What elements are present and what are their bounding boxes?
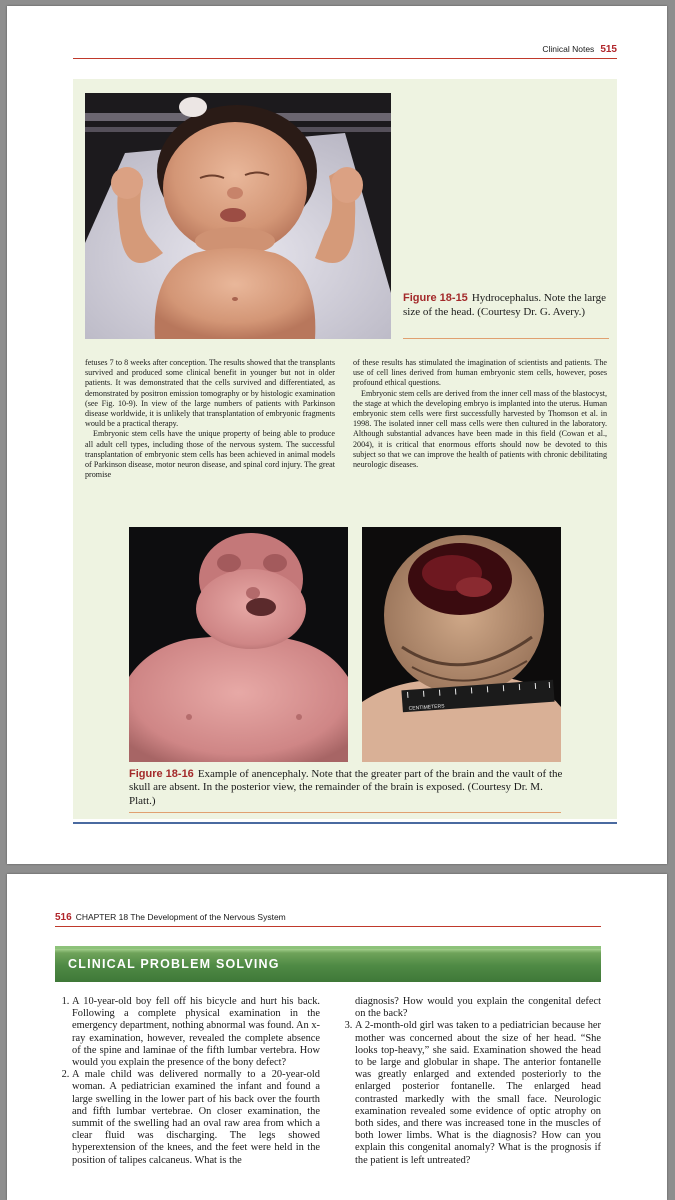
running-head-title: CHAPTER 18 The Development of the Nervous System [75,912,286,922]
figure-18-16-anterior-photo [129,527,348,762]
page-number: 516 [55,912,72,923]
figure-18-16-caption [129,768,565,808]
ruler-label: CENTIMETERS [408,703,445,712]
questions-column-left [58,996,320,1167]
running-head [73,44,617,59]
question-2-continuation: diagnosis? How would you explain the congenital defect on the back? [355,996,601,1020]
paragraph: of these results has stimulated the imagination of scientists and patients. The use of cell lines derived from human embryonic stem cells, however, poses profound ethical questions. [353,358,607,388]
page-number: 515 [600,44,617,55]
caption-rule [403,338,609,339]
figure-label: Figure 18-16 [129,768,194,780]
paragraph: fetuses 7 to 8 weeks after conception. The results showed that the transplants survived and produced some clinical benefit in younger but not in older patients. It was demonstrated that the cells survived and differentiated, as demonstrated by positron emission tomography or by histologic examination (see Fig. 10-9). In view of the large numbers of patients with Parkinson disease worldwide, it is unlikely that transplantation of embryonic fragments would be a practical therapy. [85,358,335,429]
figure-label: Figure 18-15 [403,292,468,304]
caption-text: Hydrocephalus. Note the large size of the head. (Courtesy Dr. G. Avery.) [403,292,607,318]
page-515 [7,6,667,864]
box-bottom-rule [73,822,617,824]
figure-18-15-photo [85,93,391,339]
question-1: 1. A 10-year-old boy fell off his bicycle and hurt his back. Following a complete physical examination in the emergency department, nothing abnormal was found. An x-ray examination, however, revealed the complete absence of the spine and laminae of the fifth lumbar vertebra. How would you explain the presence of the bony defect? [72,996,320,1069]
question-2: 2. A male child was delivered normally to a 20-year-old woman. A pediatrician examined the infant and found a large swelling in the lower part of his back over the fourth and fifth lumbar vertebrae. On closer examination, the summit of the swelling had an oval raw area from which a clear fluid was discharging. The legs showed hyperextension of the knees, and the feet were held in the position of talipes calcaneus. What is the [72,1069,320,1167]
paragraph: Embryonic stem cells are derived from the inner cell mass of the blastocyst, the stage at which the developing embryo is implanted into the uterus. Human embryonic stem cells were first successfully harvested by Thomson et al. in 1998. The isolated inner cell mass cells were then cultured in the laboratory. Although substantial advances have been made in this field (Cowan et al., 2004), it is critical that enormous efforts should now be devoted to this subject so that we can improve the health of patients with chronic debilitating neurologic diseases. [353,388,607,470]
clinical-problem-solving-banner [55,946,601,982]
body-column-left [85,358,335,480]
questions-column-right [341,996,601,1167]
caption-text: Example of anencephaly. Note that the greater part of the brain and the vault of the skull are absent. In the posterior view, the remainder of the brain is exposed. (Courtesy Dr. M. Platt.) [129,768,563,807]
caption-rule [129,812,561,813]
clinical-notes-box [73,79,617,819]
paragraph: Embryonic stem cells have the unique property of being able to produce all adult cell types, including those of the nervous system. The successful transplantation of embryonic stem cells has been achieved in animal models of Parkinson disease, motor neuron disease, and spinal cord injury. The great promise [85,429,335,480]
running-head-title: Clinical Notes [542,44,595,54]
question-3: 3. A 2-month-old girl was taken to a pediatrician because her mother was concerned about the size of her head. “She looks top-heavy,” she said. Examination showed the head to be large and globular in shape. The anterior fontanelle was greatly enlarged and extended posteriorly to the enlarged posterior fontanelle. The enlarged head contrasted markedly with the small face. Neurologic examination revealed some evidence of optic atrophy on both sides, and there was increased tone in the muscles of both lower limbs. What is the diagnosis? How can you explain this congenital anomaly? What is the prognosis if the patient is left untreated? [355,1020,601,1166]
running-head [55,912,601,927]
body-column-right [353,358,607,470]
page-516 [7,874,667,1200]
figure-18-16-posterior-photo [362,527,561,762]
banner-title: CLINICAL PROBLEM SOLVING [68,957,280,971]
figure-18-15-caption [403,292,609,319]
